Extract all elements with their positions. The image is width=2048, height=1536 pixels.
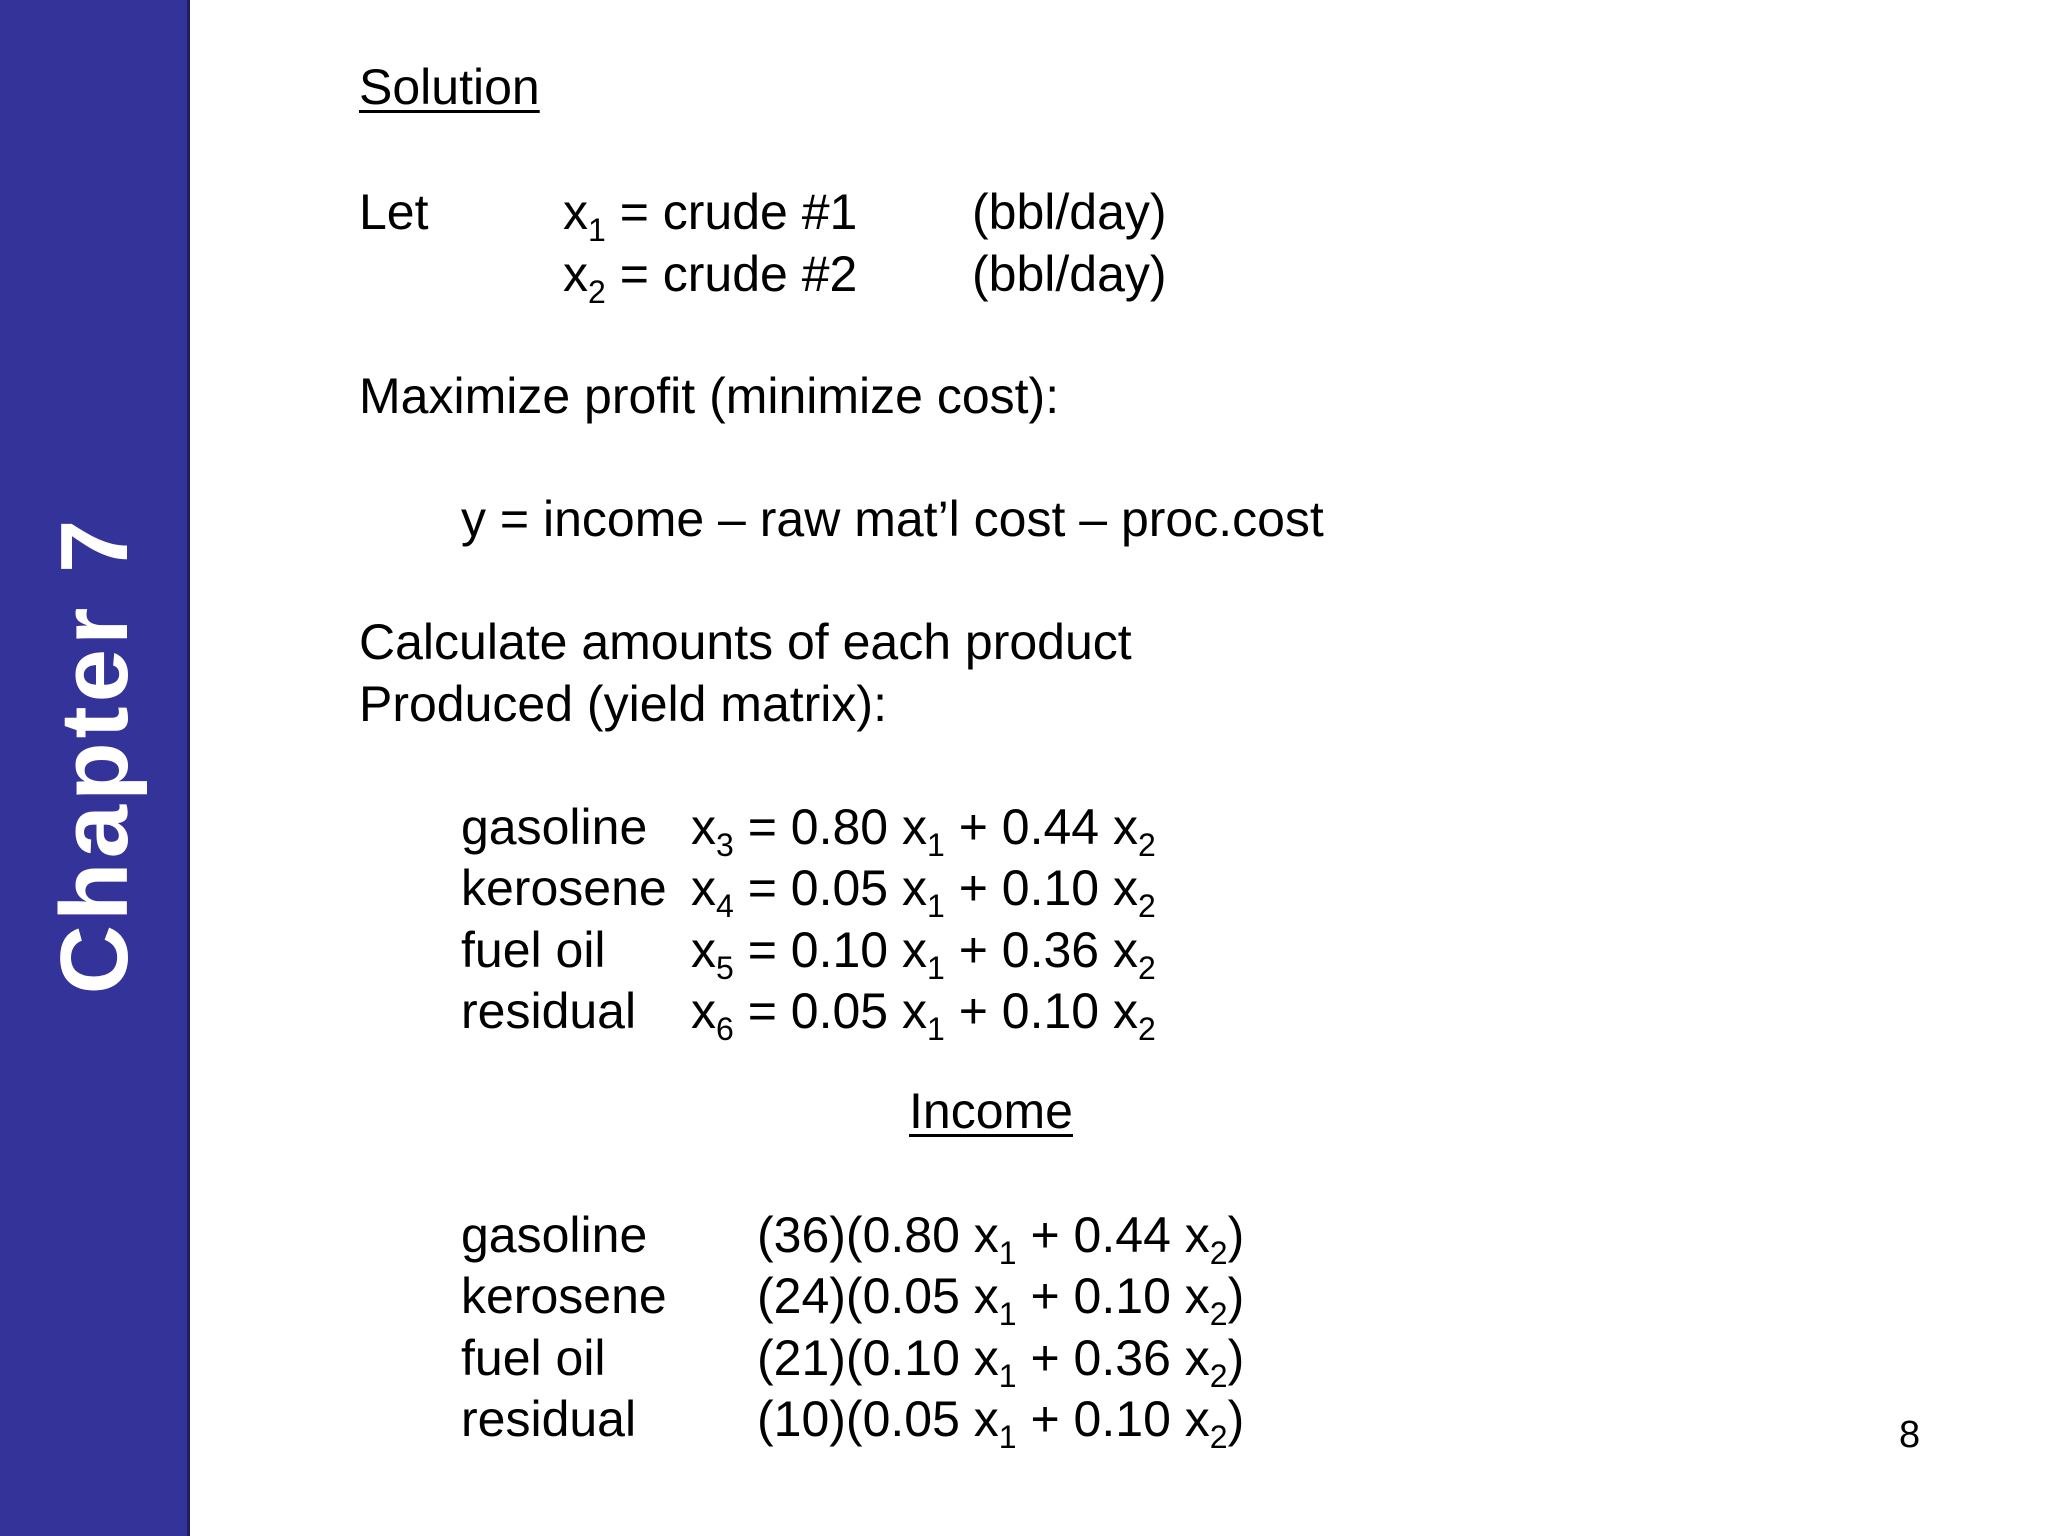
yield-equation: $x_4 = 0.05$ $x_1 + 0.10$ $x_2$: [691, 860, 1156, 924]
income-expression: (36)(0.80 $x_1 + 0.44$ $x_2$): [757, 1207, 1245, 1271]
income-expression: (10)(0.05 $x_1 + 0.10$ $x_2$): [757, 1391, 1245, 1455]
yield-equation: $x_3 = 0.80$ $x_1 + 0.44$ $x_2$: [691, 799, 1156, 863]
income-product-label: fuel oil: [461, 1330, 606, 1386]
variable-unit: (bbl/day): [972, 246, 1167, 302]
income-product-label: gasoline: [461, 1207, 648, 1263]
let-label: Let: [359, 184, 429, 240]
yield-product-label: residual: [461, 983, 637, 1039]
yield-product-label: kerosene: [461, 860, 667, 916]
objective-equation: y = income – raw mat’l cost – proc.cost: [461, 491, 1324, 547]
variable-definition: $x_2$ = crude #2: [563, 246, 858, 310]
page-number: 8: [1899, 1414, 1921, 1456]
income-expression: (24)(0.05 $x_1 + 0.10$ $x_2$): [757, 1268, 1245, 1332]
income-expression: (21)(0.10 $x_1 + 0.36$ $x_2$): [757, 1330, 1245, 1394]
solution-heading: Solution: [359, 59, 540, 115]
income-product-label: residual: [461, 1391, 637, 1447]
yield-product-label: gasoline: [461, 799, 648, 855]
yield-heading: Calculate amounts of each product: [359, 614, 1132, 670]
variable-definition: $x_1$ = crude #1: [563, 184, 858, 248]
yield-equation: $x_6 = 0.05$ $x_1 + 0.10$ $x_2$: [691, 983, 1156, 1047]
chapter-label: Chapter 7: [41, 515, 148, 995]
variable-unit: (bbl/day): [972, 184, 1167, 240]
yield-equation: $x_5 = 0.10$ $x_1 + 0.36$ $x_2$: [691, 922, 1156, 986]
income-heading: Income: [909, 1083, 1073, 1139]
objective-heading: Maximize profit (minimize cost):: [359, 368, 1060, 424]
yield-heading: Produced (yield matrix):: [359, 676, 887, 732]
yield-product-label: fuel oil: [461, 922, 606, 978]
income-product-label: kerosene: [461, 1268, 667, 1324]
